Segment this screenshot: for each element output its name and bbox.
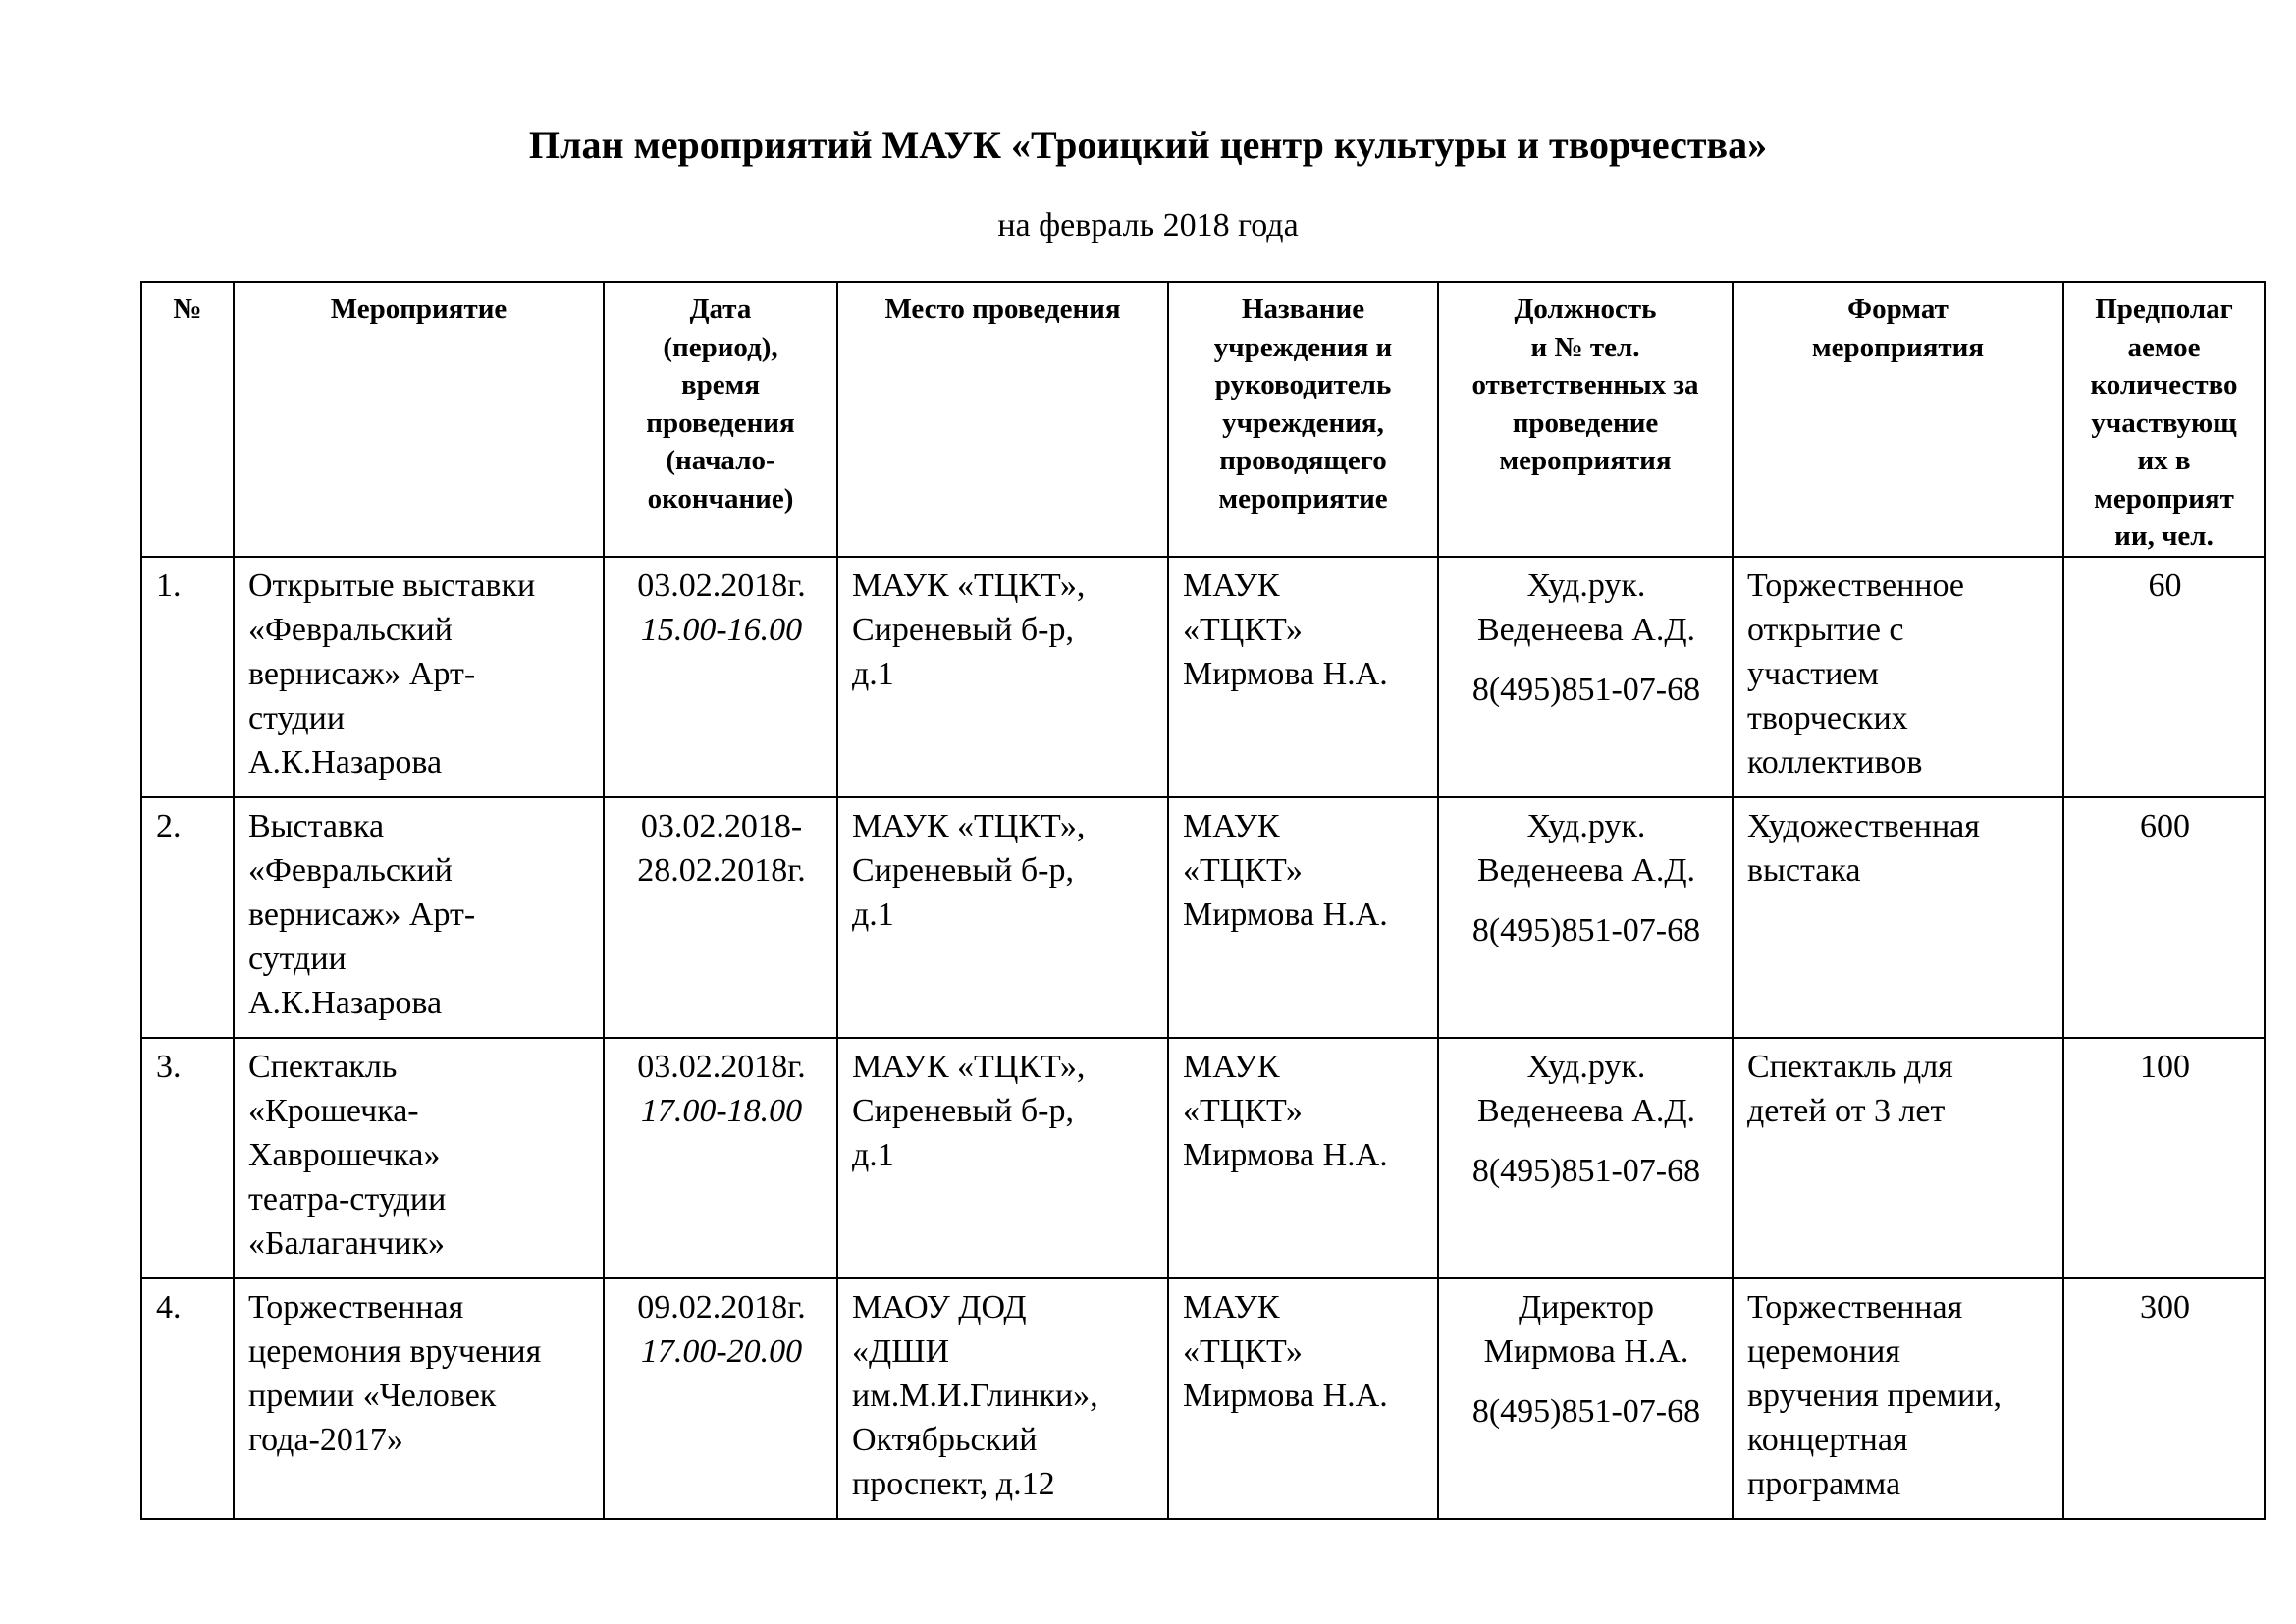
organizer-name: Мирмова Н.А. <box>1183 655 1388 692</box>
document-subtitle: на февраль 2018 года <box>997 207 1299 244</box>
event-name: премии «Человек <box>248 1377 497 1414</box>
event-date: 03.02.2018- <box>640 807 803 844</box>
event-name: вернисаж» Арт- <box>248 655 476 692</box>
header-text: мероприятия <box>1499 445 1672 476</box>
participants-count: 100 <box>2140 1048 2190 1085</box>
event-place: МАУК «ТЦКТ», <box>852 807 1086 844</box>
event-place: д.1 <box>852 1136 894 1173</box>
header-text: мероприятие <box>1218 482 1388 514</box>
cell-date <box>604 797 837 1038</box>
event-name: сутдии <box>248 940 347 977</box>
event-name: Выставка <box>248 807 385 844</box>
header-text: ответственных за <box>1471 369 1699 401</box>
responsible-phone: 8(495)851-07-68 <box>1471 671 1701 708</box>
event-time: 17.00-20.00 <box>640 1332 803 1370</box>
event-place: Сиреневый б-р, <box>852 1092 1074 1129</box>
header-text: Мероприятие <box>330 294 507 325</box>
participants-count: 300 <box>2140 1288 2190 1326</box>
event-format: участием <box>1747 655 1879 692</box>
event-format: Художественная <box>1747 807 1980 844</box>
event-name: А.К.Назарова <box>248 984 443 1021</box>
cell-participants <box>2063 797 2265 1038</box>
cell-date <box>604 557 837 797</box>
header-text: учреждения, <box>1222 406 1384 439</box>
cell-place <box>837 1038 1168 1278</box>
header-place <box>837 282 1168 557</box>
cell-event <box>234 797 604 1038</box>
cell-number <box>141 1038 234 1278</box>
cell-event <box>234 557 604 797</box>
row-number: 1. <box>156 567 182 604</box>
responsible-phone: 8(495)851-07-68 <box>1471 1392 1701 1430</box>
cell-event <box>234 1278 604 1519</box>
event-name: А.К.Назарова <box>248 743 443 781</box>
cell-responsible <box>1438 1038 1733 1278</box>
header-responsible <box>1438 282 1733 557</box>
header-text: Должность <box>1514 294 1657 325</box>
cell-responsible <box>1438 1278 1733 1519</box>
participants-count: 60 <box>2148 567 2182 604</box>
header-date <box>604 282 837 557</box>
event-format: Торжественная <box>1747 1288 1963 1326</box>
event-format: выстака <box>1747 851 1861 889</box>
header-text: мероприятия <box>1811 331 1985 363</box>
responsible-person: Веденеева А.Д. <box>1476 851 1696 889</box>
header-text: проведение <box>1512 406 1659 439</box>
organizer-name: МАУК <box>1183 807 1280 844</box>
cell-organizer <box>1168 1038 1438 1278</box>
header-text: Дата <box>689 294 752 325</box>
header-text: (начало- <box>666 445 775 476</box>
header-text: и № тел. <box>1530 331 1640 363</box>
event-name: «Балаганчик» <box>248 1224 446 1262</box>
event-format: вручения премии, <box>1747 1377 2002 1414</box>
event-name: Хаврошечка» <box>248 1136 441 1173</box>
header-text: мероприят <box>2094 482 2234 514</box>
event-time: 28.02.2018г. <box>637 851 806 889</box>
cell-responsible <box>1438 797 1733 1038</box>
header-text: учреждения и <box>1213 331 1393 363</box>
responsible-person: Худ.рук. <box>1526 567 1646 604</box>
event-name: года-2017» <box>248 1421 403 1458</box>
row-number: 2. <box>156 807 182 844</box>
event-time: 15.00-16.00 <box>640 611 803 648</box>
event-format: творческих <box>1747 699 1908 736</box>
cell-format <box>1733 1278 2063 1519</box>
event-place: «ДШИ <box>852 1332 950 1370</box>
event-date: 03.02.2018г. <box>637 567 806 604</box>
header-text: проводящего <box>1219 445 1387 476</box>
header-text: № <box>173 294 202 325</box>
event-name: Спектакль <box>248 1048 398 1085</box>
cell-number <box>141 557 234 797</box>
events-table <box>140 281 2266 1520</box>
cell-organizer <box>1168 557 1438 797</box>
header-participants <box>2063 282 2265 557</box>
event-place: МАОУ ДОД <box>852 1288 1027 1326</box>
event-name: «Крошечка- <box>248 1092 419 1129</box>
event-place: д.1 <box>852 655 894 692</box>
event-place: проспект, д.12 <box>852 1465 1055 1502</box>
cell-number <box>141 1278 234 1519</box>
responsible-phone: 8(495)851-07-68 <box>1471 911 1701 948</box>
event-name: церемония вручения <box>248 1332 542 1370</box>
organizer-name: «ТЦКТ» <box>1183 611 1303 648</box>
cell-event <box>234 1038 604 1278</box>
responsible-person: Веденеева А.Д. <box>1476 1092 1696 1129</box>
header-format <box>1733 282 2063 557</box>
header-event <box>234 282 604 557</box>
header-text: окончание) <box>647 482 794 514</box>
header-text: количество <box>2090 369 2238 401</box>
cell-responsible <box>1438 557 1733 797</box>
cell-place <box>837 797 1168 1038</box>
cell-participants <box>2063 557 2265 797</box>
event-name: Открытые выставки <box>248 567 536 604</box>
table-header-row <box>141 282 2265 557</box>
cell-date <box>604 1278 837 1519</box>
event-place: Сиреневый б-р, <box>852 851 1074 889</box>
cell-format <box>1733 1038 2063 1278</box>
event-place: МАУК «ТЦКТ», <box>852 567 1086 604</box>
event-format: Торжественное <box>1747 567 1964 604</box>
table-row <box>141 797 2265 1038</box>
cell-date <box>604 1038 837 1278</box>
event-name: «Февральский <box>248 611 453 648</box>
responsible-person: Мирмова Н.А. <box>1483 1332 1689 1370</box>
header-text: ии, чел. <box>2114 520 2214 552</box>
event-format: церемония <box>1747 1332 1900 1370</box>
event-place: им.М.И.Глинки», <box>852 1377 1098 1414</box>
event-name: студии <box>248 699 346 736</box>
header-text: руководитель <box>1214 369 1392 401</box>
organizer-name: Мирмова Н.А. <box>1183 895 1388 933</box>
document-title: План мероприятий МАУК «Троицкий центр культуры и творчества» <box>528 123 1768 167</box>
table-row <box>141 557 2265 797</box>
header-text: время <box>680 369 761 401</box>
organizer-name: МАУК <box>1183 1048 1280 1085</box>
organizer-name: МАУК <box>1183 1288 1280 1326</box>
header-text: Место проведения <box>884 294 1121 325</box>
event-date: 09.02.2018г. <box>637 1288 806 1326</box>
row-number: 3. <box>156 1048 182 1085</box>
event-date: 03.02.2018г. <box>637 1048 806 1085</box>
event-format: Спектакль для <box>1747 1048 1953 1085</box>
responsible-person: Худ.рук. <box>1526 1048 1646 1085</box>
event-place: Октябрьский <box>852 1421 1038 1458</box>
cell-format <box>1733 557 2063 797</box>
organizer-name: Мирмова Н.А. <box>1183 1136 1388 1173</box>
header-text: аемое <box>2127 331 2201 363</box>
responsible-person: Директор <box>1519 1288 1654 1326</box>
header-text: Формат <box>1847 294 1949 325</box>
header-organizer <box>1168 282 1438 557</box>
event-name: театра-студии <box>248 1180 447 1218</box>
cell-organizer <box>1168 797 1438 1038</box>
organizer-name: МАУК <box>1183 567 1280 604</box>
header-text: их в <box>2137 445 2191 476</box>
header-num <box>141 282 234 557</box>
header-text: проведения <box>646 406 795 439</box>
event-name: вернисаж» Арт- <box>248 895 476 933</box>
cell-number <box>141 797 234 1038</box>
event-place: МАУК «ТЦКТ», <box>852 1048 1086 1085</box>
organizer-name: «ТЦКТ» <box>1183 1332 1303 1370</box>
event-place: д.1 <box>852 895 894 933</box>
responsible-phone: 8(495)851-07-68 <box>1471 1152 1701 1189</box>
row-number: 4. <box>156 1288 182 1326</box>
responsible-person: Веденеева А.Д. <box>1476 611 1696 648</box>
cell-organizer <box>1168 1278 1438 1519</box>
event-format: детей от 3 лет <box>1747 1092 1946 1129</box>
event-format: концертная <box>1747 1421 1908 1458</box>
participants-count: 600 <box>2140 807 2190 844</box>
header-text: (период), <box>663 331 778 363</box>
header-text: Предполаг <box>2095 294 2233 325</box>
organizer-name: «ТЦКТ» <box>1183 1092 1303 1129</box>
table-body <box>141 557 2265 1519</box>
event-name: Торжественная <box>248 1288 464 1326</box>
cell-place <box>837 557 1168 797</box>
event-format: программа <box>1747 1465 1901 1502</box>
event-place: Сиреневый б-р, <box>852 611 1074 648</box>
table-row <box>141 1278 2265 1519</box>
responsible-person: Худ.рук. <box>1526 807 1646 844</box>
event-name: «Февральский <box>248 851 453 889</box>
event-time: 17.00-18.00 <box>640 1092 803 1129</box>
organizer-name: «ТЦКТ» <box>1183 851 1303 889</box>
cell-place <box>837 1278 1168 1519</box>
cell-participants <box>2063 1278 2265 1519</box>
table-row <box>141 1038 2265 1278</box>
cell-participants <box>2063 1038 2265 1278</box>
cell-format <box>1733 797 2063 1038</box>
organizer-name: Мирмова Н.А. <box>1183 1377 1388 1414</box>
header-text: участвующ <box>2091 406 2237 439</box>
event-format: коллективов <box>1747 743 1923 781</box>
event-format: открытие с <box>1747 611 1904 648</box>
header-text: Название <box>1241 294 1365 325</box>
